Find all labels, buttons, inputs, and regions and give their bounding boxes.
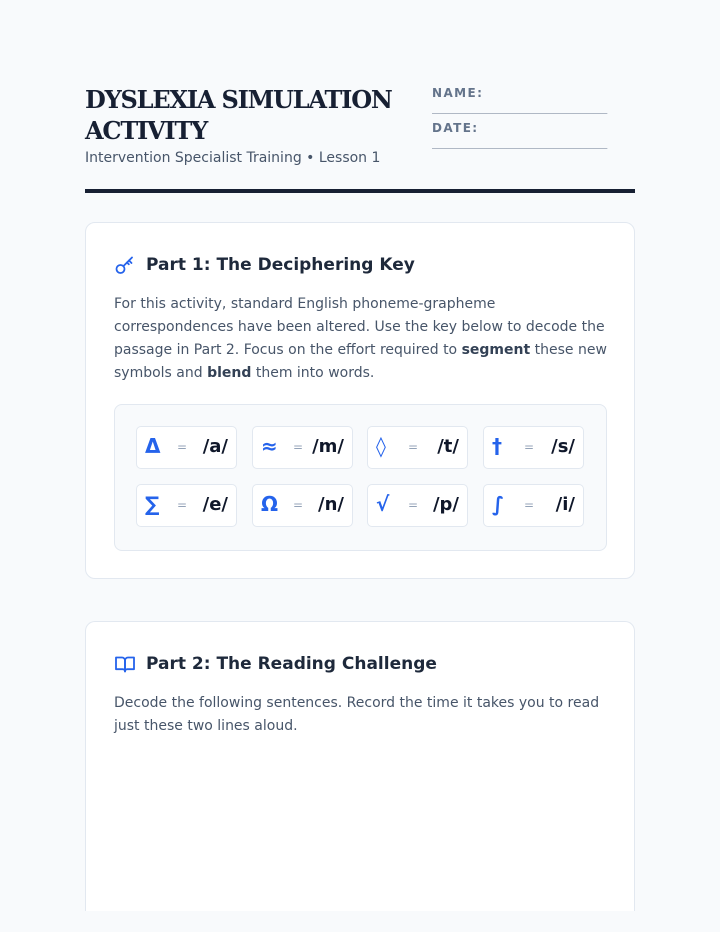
part2-card [85, 621, 635, 911]
key-sound: /e/ [202, 494, 228, 515]
key-sound: /m/ [312, 436, 344, 457]
key-equals: = [293, 440, 304, 454]
header-divider [85, 189, 635, 193]
deciphering-key [114, 404, 607, 551]
part2-instructions: Decode the following sentences. Record the time it takes you to read just these two lines aloud. [114, 695, 600, 734]
key-equals: = [177, 498, 188, 512]
key-symbol: √ [376, 492, 390, 516]
key-symbol: ∑ [145, 492, 160, 516]
key-equals: = [408, 498, 419, 512]
key-sound: /a/ [202, 436, 228, 457]
part1-bold-segment: segment [461, 342, 531, 358]
key-symbol: ∫ [492, 492, 505, 516]
key-item [483, 484, 584, 527]
book-open-icon [114, 653, 136, 675]
key-sound: /i/ [555, 494, 575, 515]
part1-title: Part 1: The Deciphering Key [146, 255, 415, 275]
part1-instructions [114, 293, 614, 385]
key-icon [114, 254, 136, 276]
key-equals: = [408, 440, 419, 454]
page-subtitle: Intervention Specialist Training • Lesson 1 [85, 150, 381, 166]
key-item [252, 426, 353, 469]
key-symbol: Δ [145, 434, 161, 458]
worksheet-header [85, 84, 635, 194]
name-field[interactable]: __________________________ [432, 100, 607, 114]
key-item [252, 484, 353, 527]
key-sound: /p/ [432, 494, 459, 515]
part1-bold-blend: blend [207, 365, 252, 381]
key-item [136, 426, 237, 469]
key-symbol: † [492, 434, 502, 458]
part1-text-b: these new symbols and [114, 342, 607, 381]
key-item [367, 484, 468, 527]
part1-text-c: them into words. [251, 365, 375, 381]
part2-heading [114, 653, 437, 675]
date-label: DATE: [432, 121, 479, 135]
key-equals: = [293, 498, 304, 512]
key-equals: = [177, 440, 188, 454]
page-title: DYSLEXIA SIMULATION ACTIVITY [85, 85, 392, 145]
key-equals: = [524, 498, 535, 512]
key-sound: /t/ [437, 436, 459, 457]
key-item [483, 426, 584, 469]
key-sound: /n/ [318, 494, 344, 515]
student-info [432, 86, 642, 156]
name-label: NAME: [432, 86, 484, 100]
key-equals: = [524, 440, 535, 454]
part1-card [85, 222, 635, 579]
date-field[interactable]: __________________________ [432, 135, 607, 149]
key-symbol: Ω [261, 492, 279, 516]
key-symbol: ◊ [376, 434, 386, 458]
part1-text-a: For this activity, standard English phoneme-grapheme correspondences have been altered. Use the key below to decode the passage in Part 2. Focus on the effort required to [114, 296, 605, 358]
part1-heading [114, 254, 415, 276]
key-item [367, 426, 468, 469]
key-item [136, 484, 237, 527]
part2-title: Part 2: The Reading Challenge [146, 654, 437, 674]
key-sound: /s/ [551, 436, 575, 457]
key-symbol: ≈ [261, 434, 278, 458]
